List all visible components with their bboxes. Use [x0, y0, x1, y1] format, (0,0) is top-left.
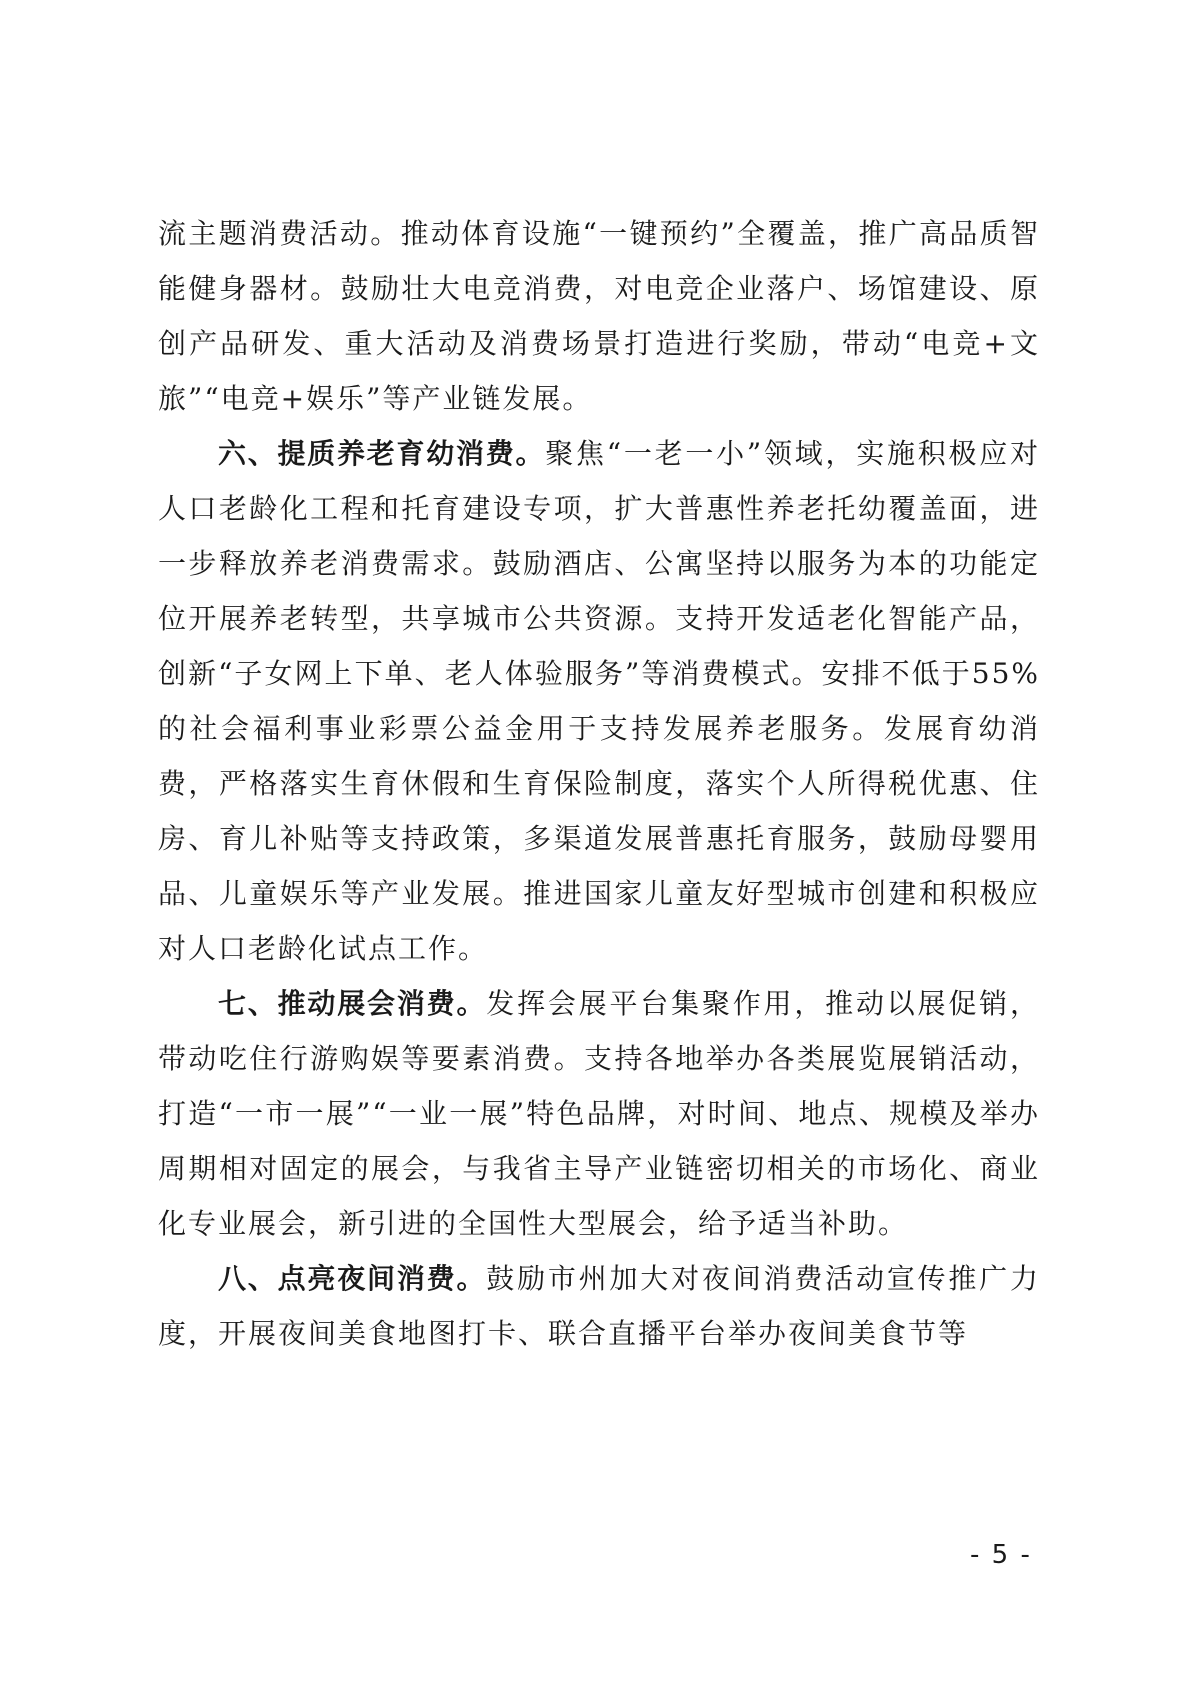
paragraph-body: 鼓励市州加大对夜间消费活动宣传推广力度，开展夜间美食地图打卡、联合直播平台举办夜间美食节等	[158, 1262, 1040, 1350]
paragraph-body: 流主题消费活动。推动体育设施“一键预约”全覆盖，推广高品质智能健身器材。鼓励壮大电竞消费，对电竞企业落户、场馆建设、原创产品研发、重大活动及消费场景打造进行奖励，带动“电竞+文旅”“电竞+娱乐”等产业链发展。	[158, 217, 1040, 415]
paragraph-elderly-childcare	[158, 426, 1040, 976]
paragraph-exhibition	[158, 976, 1040, 1251]
paragraph-night-consumption	[158, 1251, 1040, 1361]
page-number: - 5 -	[970, 1540, 1032, 1570]
paragraph-body: 聚焦“一老一小”领域，实施积极应对人口老龄化工程和托育建设专项，扩大普惠性养老托幼覆盖面，进一步释放养老消费需求。鼓励酒店、公寓坚持以服务为本的功能定位开展养老转型，共享城市公共资源。支持开发适老化智能产品，创新“子女网上下单、老人体验服务”等消费模式。安排不低于55%的社会福利事业彩票公益金用于支持发展养老服务。发展育幼消费，严格落实生育休假和生育保险制度，落实个人所得税优惠、住房、育儿补贴等支持政策，多渠道发展普惠托育服务，鼓励母婴用品、儿童娱乐等产业发展。推进国家儿童友好型城市创建和积极应对人口老龄化试点工作。	[158, 437, 1040, 965]
paragraph-body: 发挥会展平台集聚作用，推动以展促销，带动吃住行游购娱等要素消费。支持各地举办各类展览展销活动，打造“一市一展”“一业一展”特色品牌，对时间、地点、规模及举办周期相对固定的展会，与我省主导产业链密切相关的市场化、商业化专业展会，新引进的全国性大型展会，给予适当补助。	[158, 987, 1040, 1240]
section-heading: 七、推动展会消费。	[218, 987, 487, 1020]
section-heading: 八、点亮夜间消费。	[218, 1262, 487, 1295]
paragraph-continuation	[158, 206, 1040, 426]
section-heading: 六、提质养老育幼消费。	[218, 437, 546, 470]
document-body	[158, 206, 1040, 1361]
